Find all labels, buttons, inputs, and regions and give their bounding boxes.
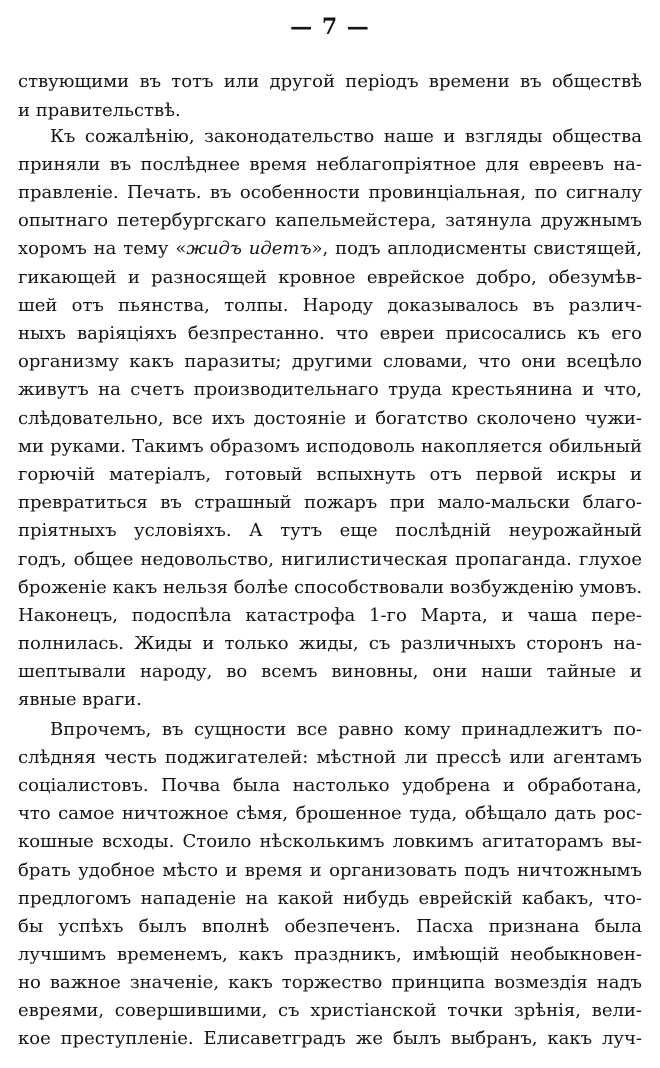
text-line: горючій матеріалъ, готовый вспыхнуть отъ первой искры и xyxy=(18,464,642,485)
text-line: шей отъ пьянства, толпы. Народу доказывалось въ различ- xyxy=(18,295,642,316)
page-number-header: — 7 — xyxy=(290,14,370,40)
text-line: что самое ничтожное сѣмя, брошенное туда, обѣщало дать рос- xyxy=(18,803,642,824)
text-line: приняли въ послѣднее время неблагопріятное для евреевъ на- xyxy=(18,154,642,175)
text-line: лучшимъ временемъ, какъ праздникъ, имѣющій необыкновен- xyxy=(18,944,642,965)
text-line: евреями, совершившими, съ христіанской точки зрѣнія, вели- xyxy=(18,1000,642,1021)
text-line: кое преступленіе. Елисаветградъ же былъ выбранъ, какъ луч- xyxy=(18,1028,642,1049)
text-line: но важное значеніе, какъ торжество принципа возмездія надъ xyxy=(18,972,642,993)
text-line: пріятныхъ условіяхъ. А тутъ еще послѣдній неурожайный xyxy=(18,520,642,541)
text-line: кошные всходы. Стоило нѣсколькимъ ловкимъ агитаторамъ вы- xyxy=(18,831,642,852)
text-line: и правительствѣ. xyxy=(18,100,181,121)
text-line: ныхъ варіяціяхъ безпрестанно. что евреи присосались къ его xyxy=(18,323,642,344)
text-line: предлогомъ нападеніе на какой нибудь еврейскій кабакъ, чтo- xyxy=(18,888,642,909)
text-line: гикающей и разносящей кровное еврейское добро, обезумѣв- xyxy=(18,267,642,288)
italic-phrase: жидъ идетъ xyxy=(186,238,312,259)
text-line: Наконецъ, подоспѣла катастрофа 1-го Марта, и чаша пере- xyxy=(18,605,642,626)
text-line: брать удобное мѣсто и время и организовать подъ ничтожнымъ xyxy=(18,860,642,881)
text-line: слѣдняя честь поджигателей: мѣстной ли прессѣ или агентамъ xyxy=(18,747,642,768)
text-line: соціалистовъ. Почва была настолько удобрена и обработана, xyxy=(18,775,642,796)
text-line: организму какъ паразиты; другими словами, что они всецѣло xyxy=(18,351,642,372)
text-line: ми руками. Такимъ образомъ исподоволь накопляется обильный xyxy=(18,436,642,457)
text-line: явные враги. xyxy=(18,689,142,710)
text-line: правленіе. Печать. въ особенности провинціальная, по сигналу xyxy=(18,182,642,203)
text-line: опытнаго петербургскаго капельмейстера, затянула дружнымъ xyxy=(18,210,642,231)
text-line: ствующими въ тотъ или другой періодъ времени въ обществѣ xyxy=(18,71,642,92)
text-line: бы успѣхъ былъ вполнѣ обезпеченъ. Пасха признана была xyxy=(18,916,642,937)
text-line: слѣдовательно, все ихъ достояніе и богатство сколочено чужи- xyxy=(18,408,642,429)
text-line: хоромъ на тему «жидъ идетъ», подъ аплодисменты свистящей, xyxy=(18,238,642,259)
text-line: превратиться въ страшный пожаръ при мало-мальски благо- xyxy=(18,492,642,513)
text-line: Впрочемъ, въ сущности все равно кому принадлежитъ по- xyxy=(50,719,642,740)
text-line: шептывали народу, во всемъ виновны, они наши тайные и xyxy=(18,661,642,682)
text-line: полнилась. Жиды и только жиды, съ различныхъ сторонъ на- xyxy=(18,633,642,654)
text-line: годъ, общее недовольство, нигилистическая пропаганда. глухое xyxy=(18,549,642,570)
text-line: Къ сожалѣнію, законодательство наше и взгляды общества xyxy=(50,126,642,147)
text-line: броженіе какъ нельзя болѣе способствовали возбужденію умовъ. xyxy=(18,577,642,598)
text-line: живутъ на счетъ производительнаго труда крестьянина и что, xyxy=(18,379,642,400)
